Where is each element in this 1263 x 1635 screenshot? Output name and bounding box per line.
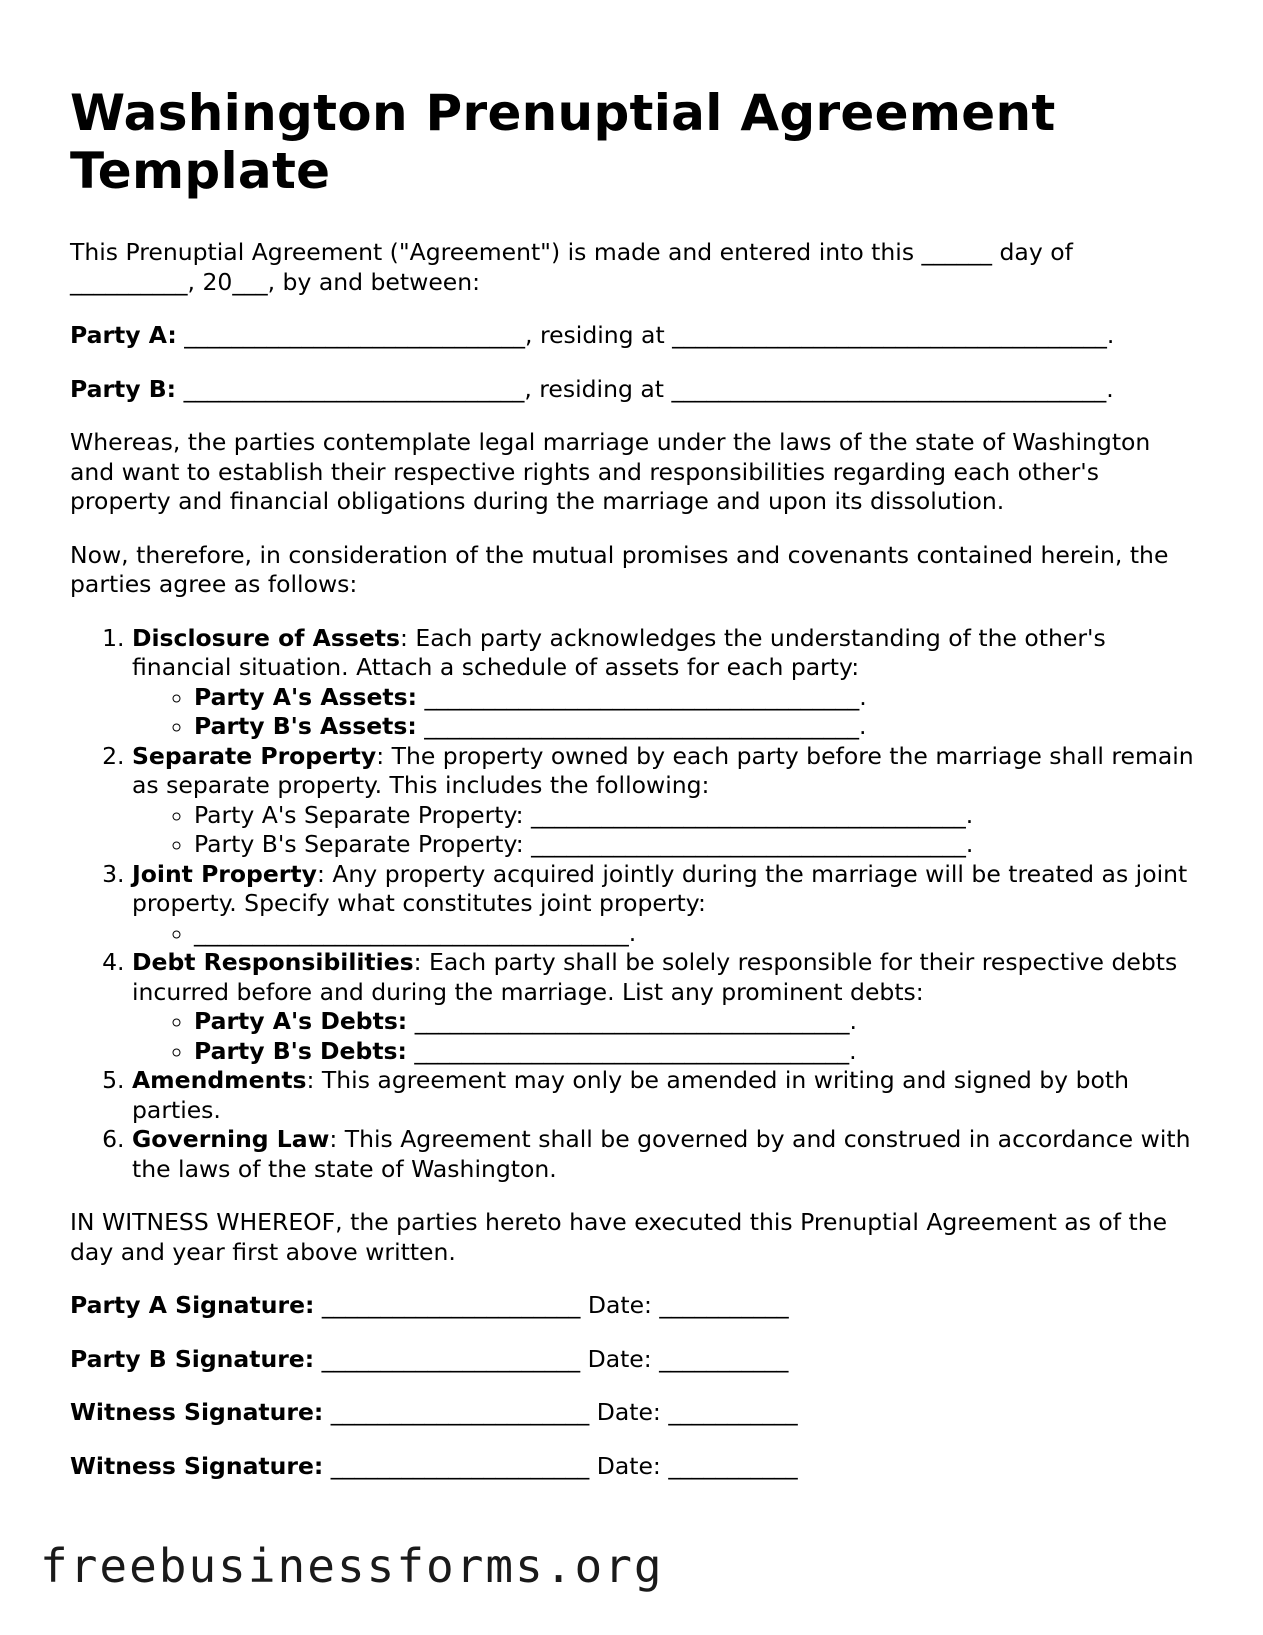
intro-paragraph: This Prenuptial Agreement ("Agreement") is made and entered into this ______ day of __________, 20___, by and between: (70, 238, 1073, 296)
list-item (194, 712, 1200, 742)
list-item: ◦ _____________________________________. (194, 919, 1200, 949)
item-label: Party B's Assets: (194, 712, 417, 740)
signature-line-witness-1 (70, 1398, 1200, 1428)
clause-heading: Joint Property (132, 859, 317, 888)
signature-blanks: ______________________ Date: ___________ (323, 1398, 798, 1426)
list-item (194, 1037, 1200, 1067)
list-item (194, 1007, 1200, 1037)
signature-label: Party B Signature: (70, 1344, 315, 1373)
document-page (70, 84, 1200, 1481)
clause-governing-law (132, 1125, 1200, 1184)
sub-list (132, 801, 1200, 860)
item-label: Party B's Debts: (194, 1036, 407, 1065)
party-b-blanks: _____________________________, residing at _____________________________________. (176, 374, 1114, 403)
document-title: Washington Prenuptial Agreement Template (70, 84, 1056, 200)
clause-joint-property (132, 860, 1200, 949)
clause-heading: Amendments (132, 1066, 307, 1094)
signature-blanks: ______________________ Date: ___________ (314, 1344, 789, 1373)
list-item: ◦ Party B's Separate Property: _____________________________________. (194, 830, 1200, 860)
party-b-line (70, 375, 1200, 405)
witness-paragraph: IN WITNESS WHEREOF, the parties hereto have executed this Prenuptial Agreement as of the day and year first above written. (70, 1208, 1168, 1266)
signature-line-party-b (70, 1345, 1200, 1375)
party-b-label: Party B: (70, 374, 177, 403)
item-label: Party A's Assets: (194, 682, 418, 711)
signature-line-party-a (70, 1291, 1200, 1321)
party-a-label: Party A: (70, 321, 177, 349)
list-item: ◦ Party A's Separate Property: _____________________________________. (194, 801, 1200, 831)
item-blank: _____________________________________. (417, 682, 867, 711)
clause-debt-responsibilities (132, 948, 1200, 1066)
clause-text: : This agreement may only be amended in writing and signed by both parties. (132, 1066, 1129, 1124)
item-blank: _____________________________________. (406, 1036, 857, 1065)
signature-label: Party A Signature: (70, 1291, 315, 1319)
site-watermark: freebusinessforms.org (40, 1539, 664, 1593)
signature-label: Witness Signature: (70, 1451, 324, 1480)
signature-blanks: ______________________ Date: ___________ (314, 1291, 789, 1319)
sub-list (132, 919, 1200, 949)
clause-text: : Each party shall be solely responsible for their respective debts incurred before and during the marriage. List any prominent debts: (132, 948, 1178, 1006)
list-item (194, 683, 1200, 713)
clause-amendments (132, 1066, 1200, 1125)
clause-heading: Debt Responsibilities (132, 948, 414, 976)
signature-blanks: ______________________ Date: ___________ (323, 1451, 798, 1480)
clause-heading: Separate Property (132, 741, 377, 770)
clause-text: : The property owned by each party before the marriage shall remain as separate property. This includes the following: (132, 741, 1194, 799)
clause-heading: Governing Law (132, 1125, 330, 1153)
whereas-paragraph: Whereas, the parties contemplate legal marriage under the laws of the state of Washington and want to establish their respective rights and responsibilities regarding each other's property and financial obligations during the marriage and upon its dissolution. (70, 428, 1151, 515)
item-label: Party A's Debts: (194, 1007, 408, 1035)
clause-text: : Any property acquired jointly during the marriage will be treated as joint property. Specify what constitutes joint property: (132, 859, 1188, 917)
sub-list (132, 1007, 1200, 1066)
clause-text: : This Agreement shall be governed by and construed in accordance with the laws of the state of Washington. (132, 1125, 1191, 1183)
sub-list (132, 683, 1200, 742)
item-blank: _____________________________________. (416, 712, 867, 740)
clause-separate-property (132, 742, 1200, 860)
clause-text: : Each party acknowledges the understanding of the other's financial situation. Attach a schedule of assets for each party: (132, 623, 1106, 681)
signature-line-witness-2 (70, 1452, 1200, 1482)
party-a-line (70, 321, 1200, 351)
item-blank: _____________________________________. (407, 1007, 857, 1035)
clause-disclosure-of-assets (132, 624, 1200, 742)
now-therefore-paragraph: Now, therefore, in consideration of the mutual promises and covenants contained herein, the parties agree as follows: (70, 540, 1169, 598)
signature-label: Witness Signature: (70, 1398, 324, 1426)
party-a-blanks: _____________________________, residing at _____________________________________. (176, 321, 1115, 349)
clause-list (70, 624, 1200, 1185)
clause-heading: Disclosure of Assets (132, 623, 400, 652)
